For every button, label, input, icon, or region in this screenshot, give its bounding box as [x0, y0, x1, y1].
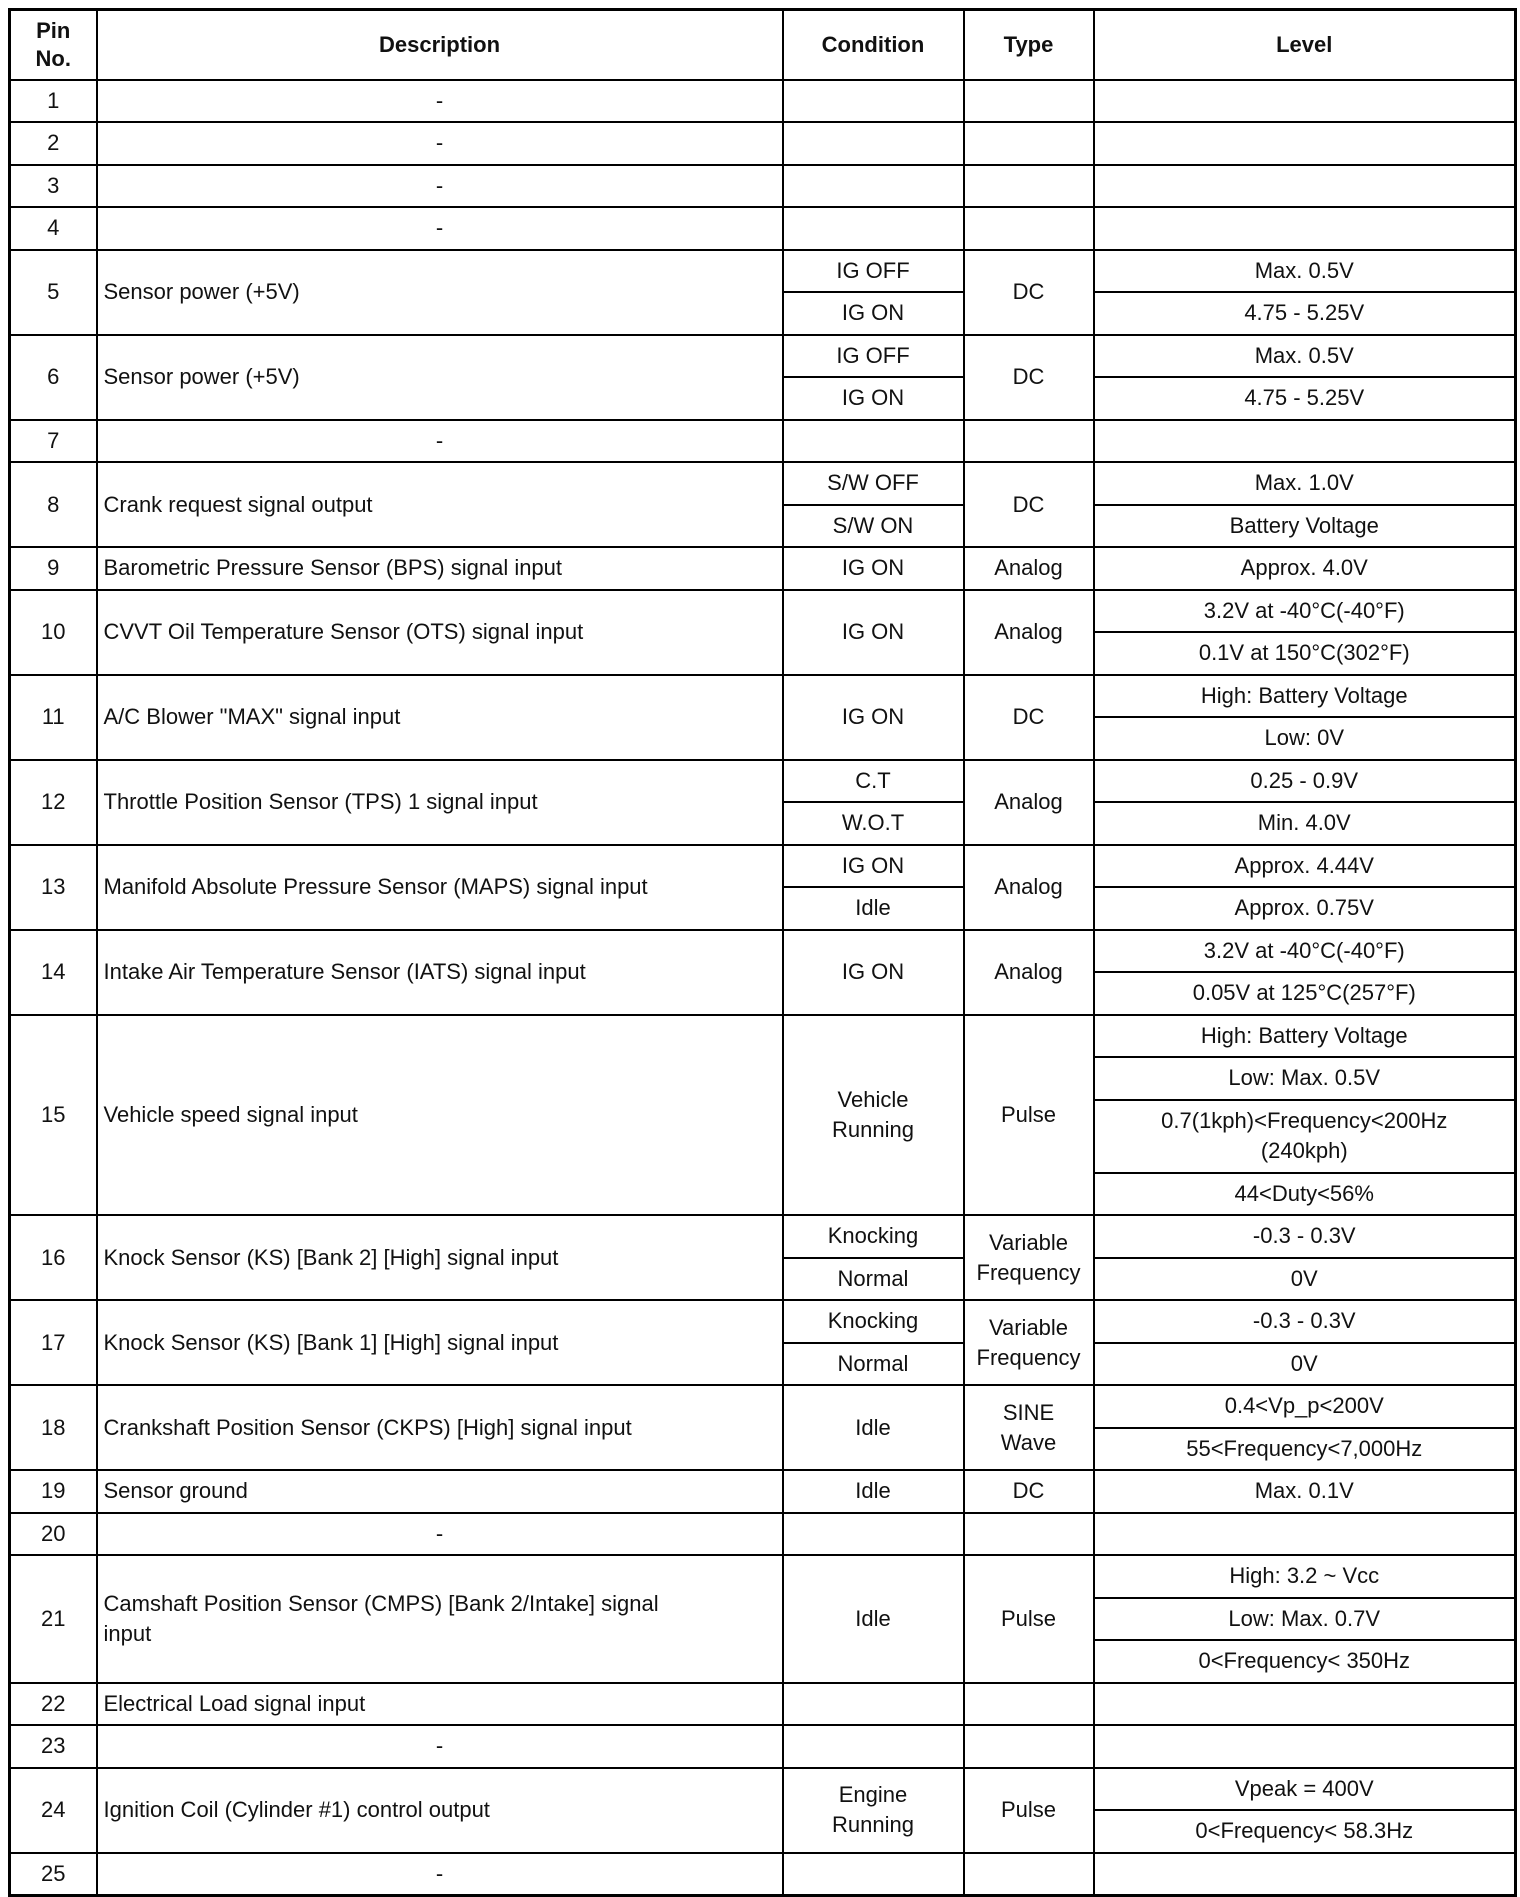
- pin-condition: [783, 1683, 964, 1726]
- pin-number: 11: [10, 675, 97, 760]
- pin-level: 3.2V at -40°C(-40°F): [1094, 590, 1516, 633]
- pin-level: Max. 1.0V: [1094, 462, 1516, 505]
- pin-condition: IG ON: [783, 845, 964, 888]
- pin-condition: IG ON: [783, 590, 964, 675]
- pin-level: 0.4<Vp_p<200V: [1094, 1385, 1516, 1428]
- pin-level: Max. 0.1V: [1094, 1470, 1516, 1513]
- pin-level: 0.1V at 150°C(302°F): [1094, 632, 1516, 675]
- table-row: [10, 80, 1516, 123]
- pin-description: Vehicle speed signal input: [97, 1015, 783, 1216]
- pin-number: 10: [10, 590, 97, 675]
- pin-type: DC: [964, 1470, 1094, 1513]
- pin-condition: S/W OFF: [783, 462, 964, 505]
- pin-condition: [783, 165, 964, 208]
- pin-number: 17: [10, 1300, 97, 1385]
- pin-type: DC: [964, 462, 1094, 547]
- pin-level: [1094, 165, 1516, 208]
- pin-number: 22: [10, 1683, 97, 1726]
- pin-table: [8, 8, 1517, 1897]
- pin-condition: IG ON: [783, 675, 964, 760]
- pin-level: Max. 0.5V: [1094, 250, 1516, 293]
- pin-number: 24: [10, 1768, 97, 1853]
- pin-type: [964, 1513, 1094, 1556]
- pin-description: Intake Air Temperature Sensor (IATS) signal input: [97, 930, 783, 1015]
- table-row: [10, 1385, 1516, 1428]
- pin-level: 0<Frequency< 58.3Hz: [1094, 1810, 1516, 1853]
- pin-type: Pulse: [964, 1015, 1094, 1216]
- header-description: Description: [97, 10, 783, 80]
- pin-level: [1094, 1853, 1516, 1896]
- pin-level: 0V: [1094, 1343, 1516, 1386]
- table-row: [10, 1300, 1516, 1343]
- table-row: [10, 462, 1516, 505]
- pin-level: -0.3 - 0.3V: [1094, 1300, 1516, 1343]
- pin-number: 16: [10, 1215, 97, 1300]
- pin-level: Low: Max. 0.7V: [1094, 1598, 1516, 1641]
- pin-condition: IG OFF: [783, 250, 964, 293]
- pin-level: Low: Max. 0.5V: [1094, 1057, 1516, 1100]
- table-row: [10, 1725, 1516, 1768]
- pin-level: Approx. 0.75V: [1094, 887, 1516, 930]
- pin-type: [964, 1683, 1094, 1726]
- header-row: [10, 10, 1516, 80]
- pin-description: Knock Sensor (KS) [Bank 1] [High] signal input: [97, 1300, 783, 1385]
- pin-condition: Idle: [783, 1470, 964, 1513]
- pin-condition: Idle: [783, 1385, 964, 1470]
- pin-condition: [783, 1725, 964, 1768]
- pin-number: 12: [10, 760, 97, 845]
- pin-description: -: [97, 1853, 783, 1896]
- pin-level: Approx. 4.0V: [1094, 547, 1516, 590]
- pin-level: -0.3 - 0.3V: [1094, 1215, 1516, 1258]
- pin-number: 7: [10, 420, 97, 463]
- pin-number: 23: [10, 1725, 97, 1768]
- pin-level: 4.75 - 5.25V: [1094, 292, 1516, 335]
- pin-level: 0.7(1kph)<Frequency<200Hz (240kph): [1094, 1100, 1516, 1173]
- pin-condition: IG ON: [783, 930, 964, 1015]
- table-row: [10, 1513, 1516, 1556]
- pin-condition: IG ON: [783, 377, 964, 420]
- table-row: [10, 1555, 1516, 1598]
- pin-description: Camshaft Position Sensor (CMPS) [Bank 2/Intake] signal input: [97, 1555, 783, 1683]
- pin-level: 0.25 - 0.9V: [1094, 760, 1516, 803]
- pin-level: 44<Duty<56%: [1094, 1173, 1516, 1216]
- pin-number: 20: [10, 1513, 97, 1556]
- pin-description: -: [97, 1725, 783, 1768]
- table-row: [10, 250, 1516, 293]
- pin-description: Sensor ground: [97, 1470, 783, 1513]
- pin-description: Barometric Pressure Sensor (BPS) signal input: [97, 547, 783, 590]
- pin-level: 0V: [1094, 1258, 1516, 1301]
- pin-condition: W.O.T: [783, 802, 964, 845]
- pin-description: -: [97, 122, 783, 165]
- pin-description: -: [97, 165, 783, 208]
- pin-description: -: [97, 80, 783, 123]
- pin-number: 18: [10, 1385, 97, 1470]
- pin-level: 55<Frequency<7,000Hz: [1094, 1428, 1516, 1471]
- pin-type: Variable Frequency: [964, 1300, 1094, 1385]
- pin-type: Analog: [964, 590, 1094, 675]
- pin-condition: [783, 207, 964, 250]
- header-pin: Pin No.: [10, 10, 97, 80]
- table-row: [10, 1768, 1516, 1811]
- pin-level: 0<Frequency< 350Hz: [1094, 1640, 1516, 1683]
- header-type: Type: [964, 10, 1094, 80]
- table-row: [10, 930, 1516, 973]
- pin-description: Sensor power (+5V): [97, 335, 783, 420]
- pin-description: Electrical Load signal input: [97, 1683, 783, 1726]
- pin-number: 13: [10, 845, 97, 930]
- pin-number: 6: [10, 335, 97, 420]
- pin-description: A/C Blower "MAX" signal input: [97, 675, 783, 760]
- table-row: [10, 1215, 1516, 1258]
- pin-body: [10, 80, 1516, 1896]
- pin-type: Pulse: [964, 1768, 1094, 1853]
- pin-condition: Vehicle Running: [783, 1015, 964, 1216]
- pin-level: Low: 0V: [1094, 717, 1516, 760]
- table-row: [10, 590, 1516, 633]
- pin-type: Variable Frequency: [964, 1215, 1094, 1300]
- table-row: [10, 165, 1516, 208]
- pin-condition: IG ON: [783, 292, 964, 335]
- pin-number: 2: [10, 122, 97, 165]
- pin-level: High: 3.2 ~ Vcc: [1094, 1555, 1516, 1598]
- pin-number: 3: [10, 165, 97, 208]
- pin-condition: IG OFF: [783, 335, 964, 378]
- pin-level: [1094, 80, 1516, 123]
- pin-number: 9: [10, 547, 97, 590]
- pin-description: -: [97, 1513, 783, 1556]
- table-row: [10, 1470, 1516, 1513]
- pin-level: Battery Voltage: [1094, 505, 1516, 548]
- pin-level: 3.2V at -40°C(-40°F): [1094, 930, 1516, 973]
- pin-condition: [783, 122, 964, 165]
- pin-number: 1: [10, 80, 97, 123]
- pin-type: [964, 165, 1094, 208]
- pin-type: [964, 122, 1094, 165]
- pin-level: Vpeak = 400V: [1094, 1768, 1516, 1811]
- pin-condition: C.T: [783, 760, 964, 803]
- pin-level: 4.75 - 5.25V: [1094, 377, 1516, 420]
- pin-number: 8: [10, 462, 97, 547]
- pin-type: Analog: [964, 547, 1094, 590]
- pin-type: Analog: [964, 760, 1094, 845]
- pin-type: [964, 420, 1094, 463]
- pin-number: 14: [10, 930, 97, 1015]
- pin-description: Manifold Absolute Pressure Sensor (MAPS) signal input: [97, 845, 783, 930]
- pin-condition: [783, 80, 964, 123]
- pin-condition: [783, 420, 964, 463]
- pin-number: 21: [10, 1555, 97, 1683]
- pin-condition: IG ON: [783, 547, 964, 590]
- pin-type: DC: [964, 250, 1094, 335]
- header-level: Level: [1094, 10, 1516, 80]
- pin-level: [1094, 1683, 1516, 1726]
- pin-level: [1094, 1513, 1516, 1556]
- pin-number: 15: [10, 1015, 97, 1216]
- table-row: [10, 547, 1516, 590]
- pin-level: Approx. 4.44V: [1094, 845, 1516, 888]
- pin-level: Min. 4.0V: [1094, 802, 1516, 845]
- pin-number: 25: [10, 1853, 97, 1896]
- pin-description: Ignition Coil (Cylinder #1) control output: [97, 1768, 783, 1853]
- pin-description: Knock Sensor (KS) [Bank 2] [High] signal input: [97, 1215, 783, 1300]
- pin-level: [1094, 207, 1516, 250]
- pin-condition: Knocking: [783, 1215, 964, 1258]
- pin-type: [964, 207, 1094, 250]
- pin-type: Analog: [964, 930, 1094, 1015]
- table-row: [10, 1683, 1516, 1726]
- pin-description: Sensor power (+5V): [97, 250, 783, 335]
- pin-number: 5: [10, 250, 97, 335]
- pin-condition: S/W ON: [783, 505, 964, 548]
- pin-type: [964, 1725, 1094, 1768]
- table-row: [10, 1015, 1516, 1058]
- table-row: [10, 1853, 1516, 1896]
- table-row: [10, 335, 1516, 378]
- table-row: [10, 845, 1516, 888]
- pin-number: 4: [10, 207, 97, 250]
- pin-condition: Knocking: [783, 1300, 964, 1343]
- pin-type: Pulse: [964, 1555, 1094, 1683]
- pin-level: [1094, 1725, 1516, 1768]
- pin-type: [964, 80, 1094, 123]
- pin-level: Max. 0.5V: [1094, 335, 1516, 378]
- pin-description: Throttle Position Sensor (TPS) 1 signal input: [97, 760, 783, 845]
- pin-condition: Engine Running: [783, 1768, 964, 1853]
- pin-description: CVVT Oil Temperature Sensor (OTS) signal input: [97, 590, 783, 675]
- pin-description: Crank request signal output: [97, 462, 783, 547]
- pin-condition: [783, 1513, 964, 1556]
- pin-type: DC: [964, 675, 1094, 760]
- table-row: [10, 207, 1516, 250]
- pin-type: DC: [964, 335, 1094, 420]
- pin-condition: Idle: [783, 1555, 964, 1683]
- pin-number: 19: [10, 1470, 97, 1513]
- table-row: [10, 420, 1516, 463]
- pin-type: [964, 1853, 1094, 1896]
- table-row: [10, 760, 1516, 803]
- pin-condition: Normal: [783, 1258, 964, 1301]
- table-row: [10, 122, 1516, 165]
- pin-condition: Idle: [783, 887, 964, 930]
- pin-description: Crankshaft Position Sensor (CKPS) [High] signal input: [97, 1385, 783, 1470]
- pin-level: High: Battery Voltage: [1094, 1015, 1516, 1058]
- pin-level: [1094, 122, 1516, 165]
- header-condition: Condition: [783, 10, 964, 80]
- pin-level: High: Battery Voltage: [1094, 675, 1516, 718]
- pin-level: [1094, 420, 1516, 463]
- pin-condition: [783, 1853, 964, 1896]
- table-row: [10, 675, 1516, 718]
- pin-type: SINE Wave: [964, 1385, 1094, 1470]
- pin-description: -: [97, 207, 783, 250]
- pin-description: -: [97, 420, 783, 463]
- pin-condition: Normal: [783, 1343, 964, 1386]
- pin-type: Analog: [964, 845, 1094, 930]
- pin-level: 0.05V at 125°C(257°F): [1094, 972, 1516, 1015]
